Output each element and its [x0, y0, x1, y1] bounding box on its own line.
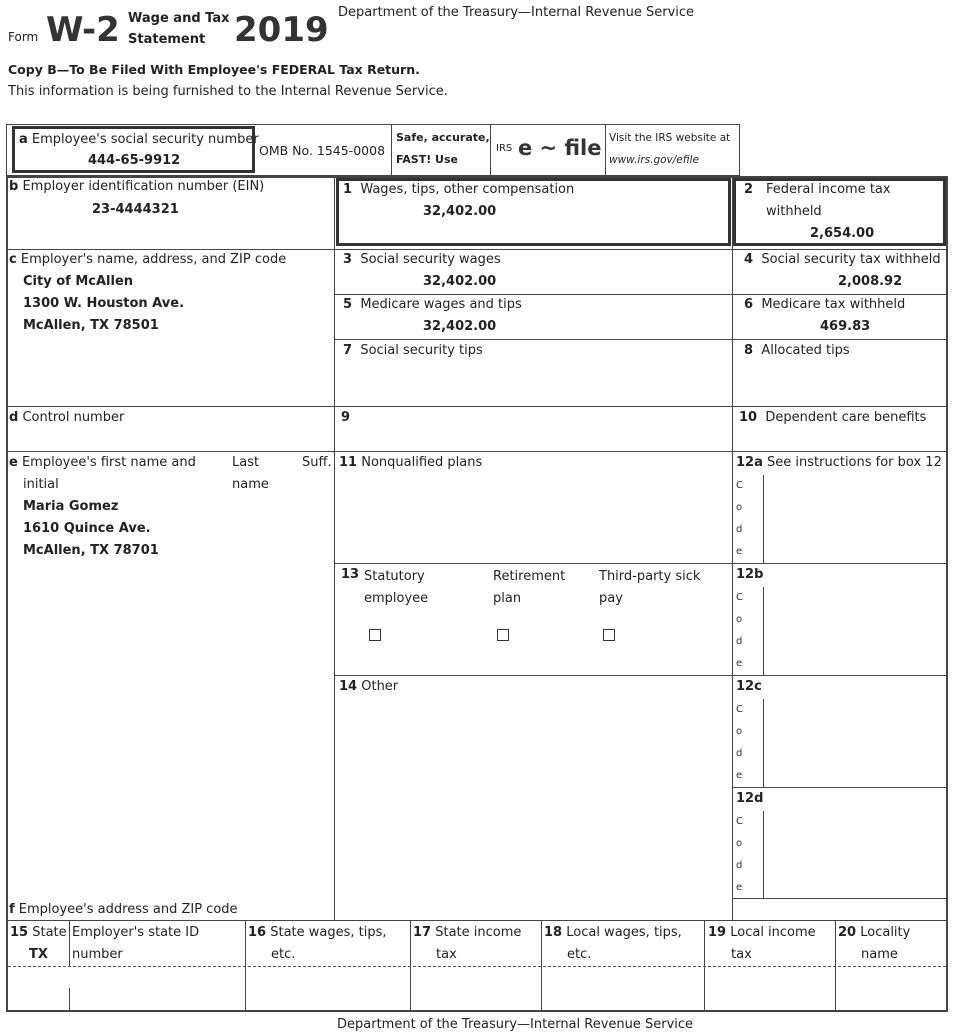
box-1-label: [343, 182, 574, 197]
box-12b-num: 12b: [736, 567, 764, 582]
statutory-employee-checkbox[interactable]: [369, 629, 381, 641]
box-17-label2: tax: [436, 947, 457, 962]
box-e-label-text: Employee's first name and: [21, 455, 196, 470]
box-11-label: [339, 455, 482, 470]
info-line: This information is being furnished to the Internal Revenue Service.: [8, 84, 448, 99]
box-13-stat2: employee: [364, 591, 429, 606]
box-a-value: 444-65-9912: [88, 153, 181, 168]
code-letter: o: [736, 838, 743, 849]
box-13-tp2: pay: [599, 591, 623, 606]
box-13-ret1: Retirement: [493, 569, 566, 584]
state-value: TX: [29, 947, 48, 962]
code-letter: e: [736, 546, 743, 557]
employee-city: McAllen, TX 78701: [23, 543, 159, 558]
box-1-label-text: Wages, tips, other compensation: [360, 182, 575, 197]
box-10-label: [739, 410, 926, 425]
employer-state-id-label1: Employer's state ID: [72, 925, 200, 940]
box-20-label: [838, 925, 910, 940]
irs-small: IRS: [496, 143, 513, 154]
box-6-num: 6: [744, 297, 754, 312]
box-15-num: 15: [10, 925, 29, 940]
box-13-num: 13: [341, 567, 360, 582]
code-letter: o: [736, 726, 743, 737]
box-e-letter: e: [9, 455, 18, 470]
code-letter: d: [736, 748, 743, 759]
box-f-letter: f: [9, 902, 15, 917]
box-17-label-text: State income: [435, 925, 522, 940]
box-12b-code: [736, 587, 746, 675]
box-11-label-text: Nonqualified plans: [361, 455, 483, 470]
tax-year: 2019: [234, 10, 329, 50]
box-f-label-text: Employee's address and ZIP code: [18, 902, 238, 917]
efile-logo: e ~ file: [518, 136, 602, 160]
box-19-num: 19: [708, 925, 727, 940]
box-e-last1: Last: [232, 455, 260, 470]
box-d-label: [9, 410, 124, 425]
box-3-label: [343, 252, 501, 267]
box-6-value: 469.83: [820, 319, 871, 334]
employer-name: City of McAllen: [23, 274, 134, 289]
box-2-value: 2,654.00: [810, 226, 875, 241]
code-letter: o: [736, 614, 743, 625]
box-a-label-text: Employee's social security number: [31, 132, 259, 147]
code-letter: d: [736, 636, 743, 647]
code-letter: e: [736, 658, 743, 669]
box-12c-num: 12c: [736, 679, 762, 694]
box-1-value: 32,402.00: [423, 204, 497, 219]
code-letter: C: [736, 704, 743, 715]
box-7-label-text: Social security tips: [360, 343, 483, 358]
box-3-label-text: Social security wages: [360, 252, 501, 267]
box-a-label: [19, 132, 259, 147]
box-b-label-text: Employer identification number (EIN): [22, 179, 265, 194]
box-14-label-text: Other: [361, 679, 399, 694]
box-4-num: 4: [744, 252, 754, 267]
box-11-num: 11: [339, 455, 358, 470]
box-13-tp1: Third-party sick: [599, 569, 701, 584]
box-c-label: [9, 252, 286, 267]
box-10-label-text: Dependent care benefits: [765, 410, 927, 425]
code-letter: d: [736, 524, 743, 535]
box-c-letter: c: [9, 252, 17, 267]
box-16-label-text: State wages, tips,: [270, 925, 387, 940]
box-2-label2: withheld: [766, 204, 822, 219]
box-12d-code: [736, 811, 746, 899]
box-12c-code: [736, 699, 746, 787]
box-7-num: 7: [343, 343, 353, 358]
box-8-label-text: Allocated tips: [761, 343, 850, 358]
box-18-label2: etc.: [567, 947, 592, 962]
third-party-sick-pay-checkbox[interactable]: [603, 629, 615, 641]
box-5-value: 32,402.00: [423, 319, 497, 334]
code-letter: e: [736, 882, 743, 893]
employer-state-id-label2: number: [72, 947, 123, 962]
code-letter: C: [736, 480, 743, 491]
box-16-label2: etc.: [271, 947, 296, 962]
box-d-letter: d: [9, 410, 19, 425]
box-20-num: 20: [838, 925, 857, 940]
department-footer: Department of the Treasury—Internal Revenue Service: [337, 1017, 694, 1032]
box-e-suffix: Suff.: [302, 455, 332, 470]
box-9-num: 9: [341, 410, 351, 425]
box-b-value: 23-4444321: [92, 202, 179, 217]
visit-line2: www.irs.gov/efile: [609, 154, 699, 166]
safe-line2: FAST! Use: [396, 153, 458, 166]
code-letter: C: [736, 816, 743, 827]
form-title-line1: Wage and Tax: [128, 11, 230, 26]
box-15-label: [10, 925, 67, 940]
box-19-label: [708, 925, 816, 940]
box-b-letter: b: [9, 179, 19, 194]
box-1-num: 1: [343, 182, 353, 197]
omb-number: OMB No. 1545-0008: [259, 143, 386, 158]
box-18-num: 18: [544, 925, 563, 940]
form-number: W-2: [46, 10, 120, 50]
box-19-label-text: Local income: [730, 925, 816, 940]
code-letter: e: [736, 770, 743, 781]
box-12a-label-text: See instructions for box 12: [767, 455, 942, 470]
code-letter: C: [736, 592, 743, 603]
box-17-num: 17: [413, 925, 432, 940]
retirement-plan-checkbox[interactable]: [497, 629, 509, 641]
box-14-label: [339, 679, 398, 694]
box-13-stat1: Statutory: [364, 569, 425, 584]
box-20-label-text: Locality: [860, 925, 911, 940]
box-17-label: [413, 925, 521, 940]
box-e-label2: initial: [23, 477, 59, 492]
box-12a-label: [736, 455, 942, 470]
box-13-ret2: plan: [493, 591, 522, 606]
box-12a-code: [736, 475, 746, 563]
employee-name: Maria Gomez: [23, 499, 119, 514]
box-7-label: [343, 343, 483, 358]
box-b-label: [9, 179, 264, 194]
box-18-label-text: Local wages, tips,: [566, 925, 682, 940]
box-8-num: 8: [744, 343, 754, 358]
employer-city: McAllen, TX 78501: [23, 318, 159, 333]
box-20-label2: name: [861, 947, 898, 962]
form-label: Form: [8, 30, 39, 44]
box-16-label: [248, 925, 387, 940]
form-title-line2: Statement: [128, 32, 206, 47]
safe-line1: Safe, accurate,: [396, 131, 490, 144]
box-12d-num: 12d: [736, 791, 764, 806]
employee-street: 1610 Quince Ave.: [23, 521, 151, 536]
box-3-num: 3: [343, 252, 353, 267]
box-19-label2: tax: [731, 947, 752, 962]
box-2-label1: Federal income tax: [766, 182, 891, 197]
box-d-label-text: Control number: [22, 410, 125, 425]
box-f-label: [9, 902, 238, 917]
box-6-label-text: Medicare tax withheld: [761, 297, 906, 312]
box-16-num: 16: [248, 925, 267, 940]
box-2-num: 2: [744, 182, 754, 197]
box-12a-num: 12a: [736, 455, 763, 470]
box-5-label: [343, 297, 522, 312]
box-c-label-text: Employer's name, address, and ZIP code: [20, 252, 287, 267]
box-5-label-text: Medicare wages and tips: [360, 297, 522, 312]
box-5-num: 5: [343, 297, 353, 312]
box-6-label: [744, 297, 905, 312]
box-18-label: [544, 925, 682, 940]
box-e-last2: name: [232, 477, 269, 492]
copy-line: Copy B—To Be Filed With Employee's FEDERAL Tax Return.: [8, 62, 420, 77]
box-14-num: 14: [339, 679, 358, 694]
box-a-letter: a: [19, 132, 28, 147]
box-3-value: 32,402.00: [423, 274, 497, 289]
box-10-num: 10: [739, 410, 758, 425]
box-4-label-text: Social security tax withheld: [761, 252, 941, 267]
code-letter: o: [736, 502, 743, 513]
code-letter: d: [736, 860, 743, 871]
visit-line1: Visit the IRS website at: [609, 132, 731, 144]
department-header: Department of the Treasury—Internal Revenue Service: [338, 5, 695, 20]
box-e-label: [9, 455, 196, 470]
employer-street: 1300 W. Houston Ave.: [23, 296, 185, 311]
box-4-label: [744, 252, 941, 267]
box-4-value: 2,008.92: [838, 274, 903, 289]
box-15-label-text: State: [32, 925, 67, 940]
box-8-label: [744, 343, 850, 358]
